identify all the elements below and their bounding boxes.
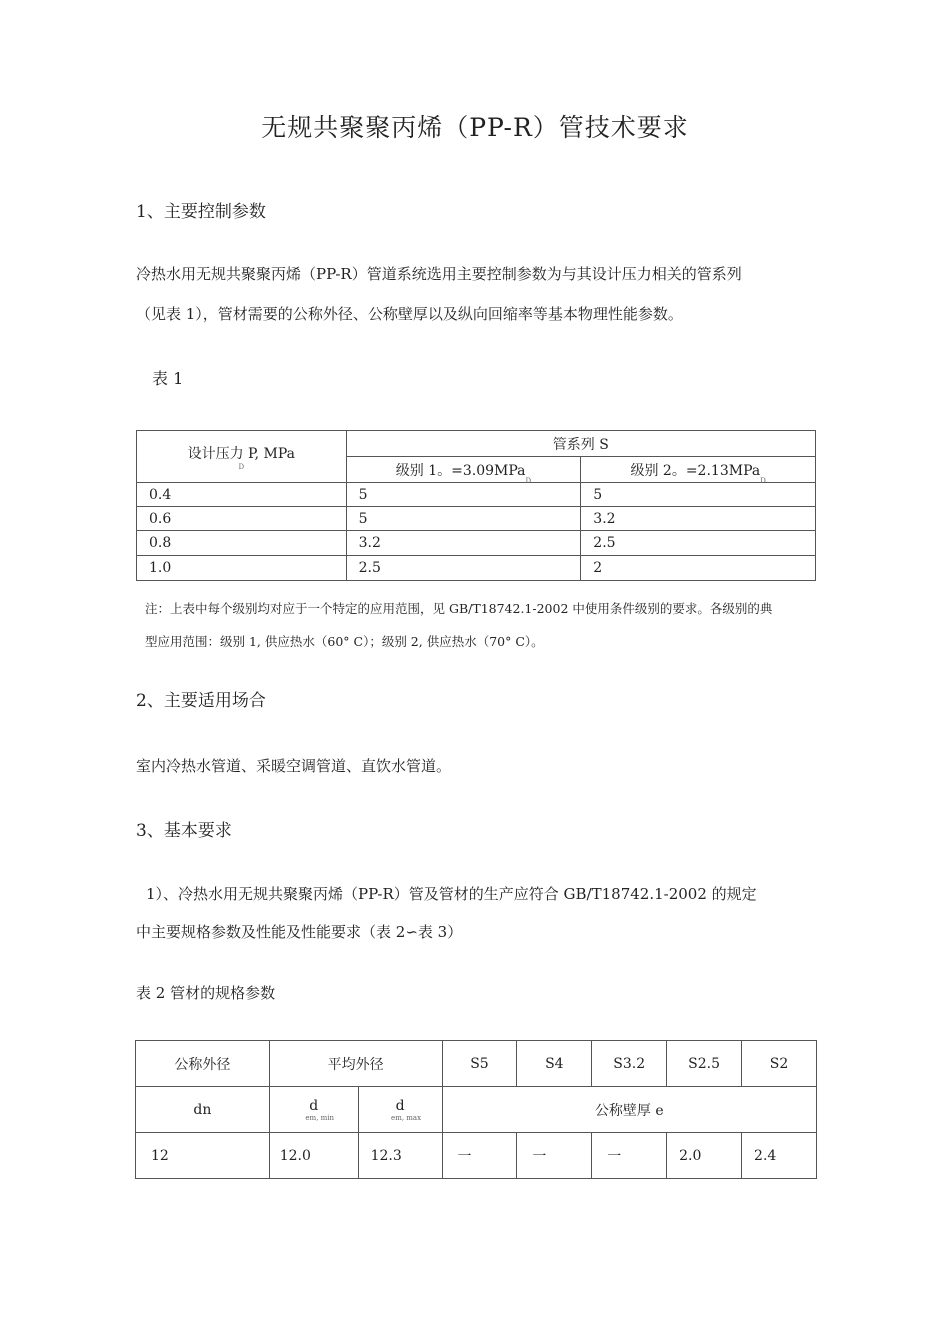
cell-pressure: 1.0 xyxy=(137,556,347,581)
header-s2-5: S2.5 xyxy=(667,1041,742,1087)
cell-pressure: 0.6 xyxy=(137,507,347,531)
table-row xyxy=(137,556,816,581)
section-2-paragraph: 室内冷热水管道、采暖空调管道、直饮水管道。 xyxy=(136,757,452,775)
cell-level-2: 3.2 xyxy=(581,507,816,531)
table-2-caption: 表 2 管材的规格参数 xyxy=(136,984,276,1002)
table-row xyxy=(136,1133,817,1179)
section-3-paragraph-line-2: 中主要规格参数及性能及性能要求（表 2∽表 3） xyxy=(136,923,463,941)
header-nominal-wall-thickness: 公称壁厚 e xyxy=(442,1087,817,1133)
table-row xyxy=(137,507,816,531)
header-nominal-od: 公称外径 xyxy=(136,1041,270,1087)
header-s3-2: S3.2 xyxy=(592,1041,667,1087)
cell-s2: 2.4 xyxy=(742,1133,817,1179)
header-s2: S2 xyxy=(742,1041,817,1087)
section-1-heading: 1、主要控制参数 xyxy=(136,202,266,222)
header-design-pressure: 设计压力 P, MPa D xyxy=(137,431,347,483)
cell-level-2: 2.5 xyxy=(581,531,816,556)
header-pipe-series: 管系列 S xyxy=(346,431,815,457)
section-3-paragraph-line-1: 1）、冷热水用无规共聚聚丙烯（PP-R）管及管材的生产应符合 GB/T18742.1-2002 的规定 xyxy=(146,885,757,903)
table-row xyxy=(137,483,816,507)
cell-dem-max: 12.3 xyxy=(358,1133,442,1179)
header-dn: dn xyxy=(136,1087,270,1133)
table-1 xyxy=(136,430,816,581)
section-1-paragraph-line-1: 冷热水用无规共聚聚丙烯（PP-R）管道系统选用主要控制参数为与其设计压力相关的管系列 xyxy=(136,265,742,283)
cell-dem-min: 12.0 xyxy=(269,1133,358,1179)
section-2-heading: 2、主要适用场合 xyxy=(136,691,266,711)
section-3-heading: 3、基本要求 xyxy=(136,821,232,841)
table-row xyxy=(137,531,816,556)
cell-s2-5: 2.0 xyxy=(667,1133,742,1179)
table-2 xyxy=(135,1040,817,1179)
cell-level-1: 5 xyxy=(346,507,581,531)
cell-s5: 一 xyxy=(442,1133,517,1179)
cell-level-1: 5 xyxy=(346,483,581,507)
cell-level-1: 2.5 xyxy=(346,556,581,581)
header-dem-min: d em, min xyxy=(269,1087,358,1133)
document-title: 无规共聚聚丙烯（PP-R）管技术要求 xyxy=(261,113,689,142)
header-s4: S4 xyxy=(517,1041,592,1087)
cell-s3-2: 一 xyxy=(592,1133,667,1179)
cell-level-2: 5 xyxy=(581,483,816,507)
cell-s4: 一 xyxy=(517,1133,592,1179)
cell-dn: 12 xyxy=(136,1133,270,1179)
cell-level-2: 2 xyxy=(581,556,816,581)
cell-level-1: 3.2 xyxy=(346,531,581,556)
table-1-note-line-2: 型应用范围：级别 1, 供应热水（60° C）；级别 2, 供应热水（70° C）。 xyxy=(145,634,544,649)
header-level-2: 级别 2。=2.13MPa$_D$ xyxy=(581,457,816,483)
table-1-note-line-1: 注：上表中每个级别均对应于一个特定的应用范围，见 GB/T18742.1-2002 中使用条件级别的要求。各级别的典 xyxy=(145,601,773,616)
section-1-paragraph-line-2: （见表 1），管材需要的公称外径、公称壁厚以及纵向回缩率等基本物理性能参数。 xyxy=(136,305,683,323)
header-level-1: 级别 1。=3.09MPa$_D$ xyxy=(346,457,581,483)
cell-pressure: 0.4 xyxy=(137,483,347,507)
header-s5: S5 xyxy=(442,1041,517,1087)
cell-pressure: 0.8 xyxy=(137,531,347,556)
header-dem-max: d em, max xyxy=(358,1087,442,1133)
table-1-caption: 表 1 xyxy=(152,369,184,388)
header-average-od: 平均外径 xyxy=(269,1041,442,1087)
